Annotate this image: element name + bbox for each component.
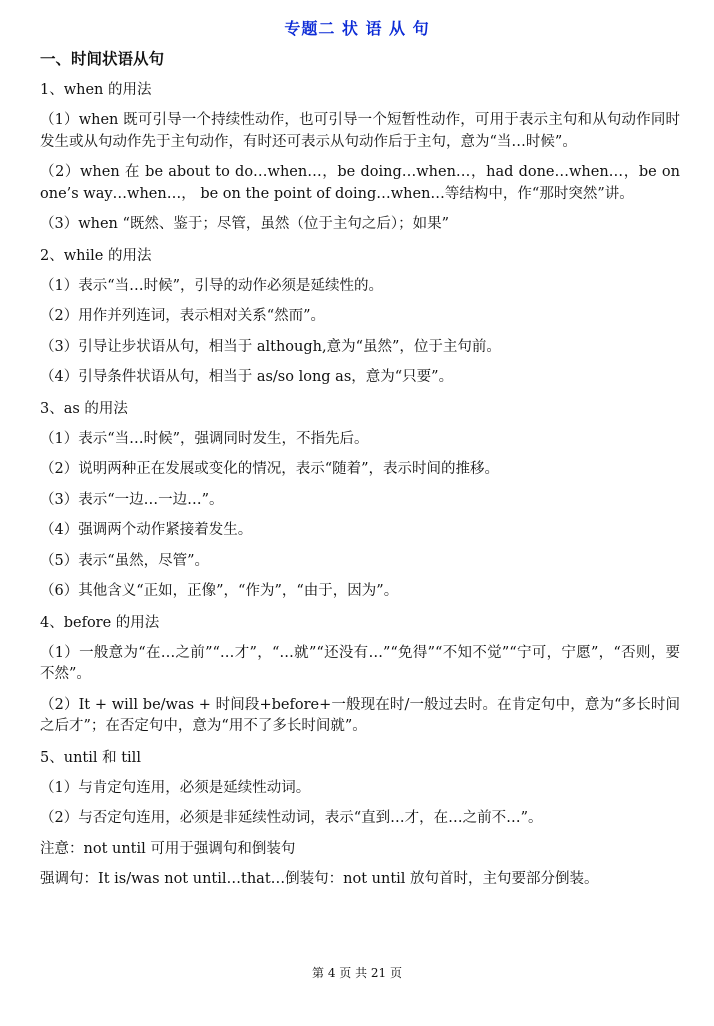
paragraph-before-1: （1）一般意为“在…之前”“…才”，“…就”“还没有…”“免得”“不知不觉”“宁可，宁愿”，“否则，要不然”。 (40, 644, 680, 682)
paragraph-while-3: （3）引导让步状语从句，相当于 although,意为“虽然”，位于主句前。 (40, 338, 501, 355)
paragraph-when-3: （3）when “既然、鉴于；尽管，虽然（位于主句之后）；如果” (40, 216, 450, 232)
paragraph-as-4: （4）强调两个动作紧接着发生。 (40, 522, 253, 538)
paragraph-as-5: （5）表示“虽然，尽管”。 (40, 552, 210, 569)
paragraph-before-2: （2）It + will be/was + 时间段+before+一般现在时/一般过去时。在肯定句中，意为“多长时间之后才”；在否定句中，意为“用不了多长时间就”。 (40, 696, 680, 734)
paragraph-as-3: （3）表示“一边…一边…”。 (40, 491, 224, 508)
paragraph-while-4: （4）引导条件状语从句，相当于 as/so long as，意为“只要”。 (40, 369, 454, 385)
subheading-before: 4、before 的用法 (40, 614, 160, 631)
section-heading: 一、时间状语从句 (40, 50, 165, 68)
subheading-as: 3、as 的用法 (40, 400, 128, 417)
document-body (40, 48, 680, 900)
subheading-until-till: 5、until 和 till (40, 749, 141, 766)
subheading-when: 1、when 的用法 (40, 82, 152, 98)
subheading-while: 2、while 的用法 (40, 247, 152, 264)
paragraph-while-2: （2）用作并列连词，表示相对关系“然而”。 (40, 308, 326, 324)
paragraph-until-1: （1）与肯定句连用，必须是延续性动词。 (40, 779, 311, 796)
page-footer: 第 4 页 共 21 页 (312, 966, 402, 980)
page-title: 专题二 状 语 从 句 (284, 19, 430, 38)
paragraph-while-1: （1）表示“当…时候”，引导的动作必须是延续性的。 (40, 277, 384, 294)
paragraph-as-1: （1）表示“当…时候”，强调同时发生，不指先后。 (40, 430, 369, 447)
paragraph-note: 注意：not until 可用于强调句和倒装句 (40, 840, 296, 857)
paragraph-until-2: （2）与否定句连用，必须是非延续性动词，表示“直到…才，在…之前不…”。 (40, 810, 543, 826)
paragraph-emphasis: 强调句：It is/was not until…that…倒装句：not until 放句首时，主句要部分倒装。 (40, 871, 599, 887)
paragraph-when-2: （2）when 在 be about to do…when…，be doing…when…，had done…when…，be on one’s way…when…， be on the point of doing…when…等结构中，作“那时突然”讲。 (40, 164, 680, 202)
paragraph-as-6: （6）其他含义“正如，正像”，“作为”，“由于，因为”。 (40, 583, 399, 599)
paragraph-as-2: （2）说明两种正在发展或变化的情况，表示“随着”，表示时间的推移。 (40, 461, 500, 477)
paragraph-when-1: （1）when 既可引导一个持续性动作，也可引导一个短暂性动作，可用于表示主句和从句动作同时发生或从句动作先于主句动作，有时还可表示从句动作后于主句，意为“当…时候”。 (40, 112, 680, 150)
